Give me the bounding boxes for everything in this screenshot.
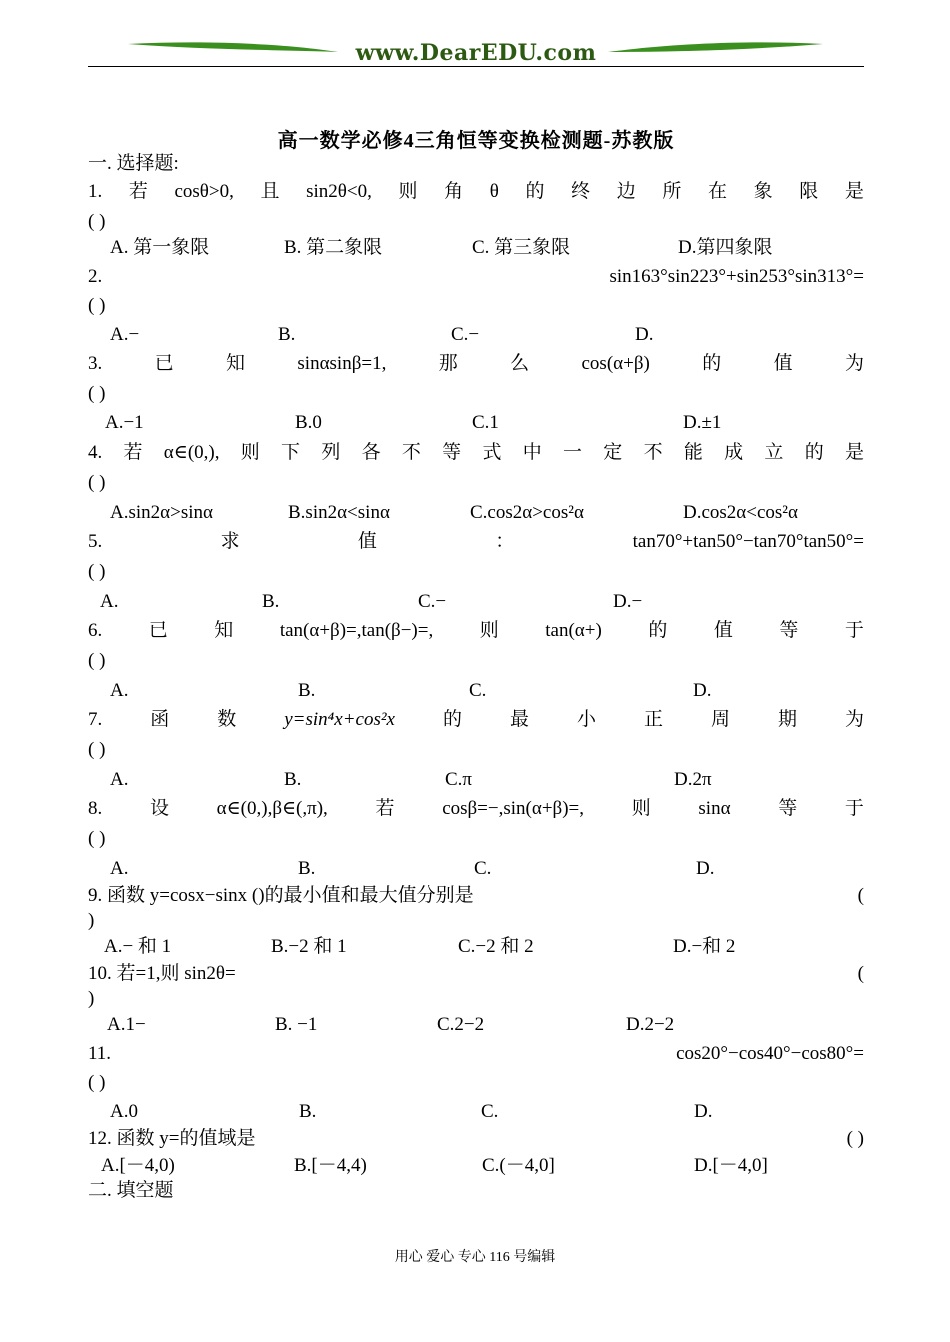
- question-number: 7.: [88, 709, 103, 730]
- option-c: C.1: [472, 412, 499, 433]
- question-number: 11.: [88, 1043, 112, 1064]
- answer-paren-close: ): [88, 910, 95, 931]
- question-number: 1.: [88, 181, 103, 202]
- option-a: A.: [100, 591, 119, 612]
- option-a: A.0: [110, 1101, 138, 1122]
- option-a: A. 第一象限: [110, 237, 210, 258]
- option-a: A.: [110, 680, 129, 701]
- page-footer: 用心 爱心 专心 116 号编辑: [394, 1250, 556, 1265]
- page-title: 高一数学必修4三角恒等变换检测题-苏教版: [277, 130, 675, 152]
- option-b: B.: [278, 324, 296, 345]
- answer-paren: ( ): [88, 211, 106, 232]
- answer-paren: ( ): [88, 828, 106, 849]
- option-c: C.: [474, 858, 492, 879]
- site-header-banner: [88, 30, 864, 70]
- question-11: [88, 1041, 864, 1067]
- option-a: A.− 和 1: [104, 936, 172, 957]
- option-b: B.: [262, 591, 280, 612]
- question-5: 5. 求 值 ： tan70°+tan50°−tan70°tan50°=: [88, 529, 864, 555]
- option-c: C.: [469, 680, 487, 701]
- answer-paren-close: ): [88, 988, 95, 1009]
- site-logo-text[interactable]: www.DearEDU.com: [355, 40, 597, 66]
- option-a: A.−1: [105, 412, 144, 433]
- option-d: D.−和 2: [673, 936, 736, 957]
- option-b: B.: [298, 858, 316, 879]
- option-d: D.2π: [674, 769, 712, 790]
- answer-paren: ( ): [88, 561, 106, 582]
- option-d: D.±1: [683, 412, 722, 433]
- option-b: B.: [298, 680, 316, 701]
- question-4: 4. 若 α∈(0,), 则 下 列 各 不 等 式 中 一 定 不 能 成 立 的 是: [88, 440, 864, 466]
- question-12: 12. 函数 y=的值域是: [88, 1128, 256, 1149]
- section-fill-heading: 二. 填空题: [88, 1180, 174, 1201]
- option-c: C.cos2α>cos²α: [470, 502, 584, 523]
- option-b: B. 第二象限: [284, 237, 383, 258]
- option-c: C.−: [451, 324, 480, 345]
- answer-paren: ( ): [88, 295, 106, 316]
- option-c: C.π: [445, 769, 473, 790]
- question-number: 3.: [88, 353, 103, 374]
- answer-paren: ( ): [88, 1072, 106, 1093]
- question-expression: tan70°+tan50°−tan70°tan50°=: [632, 531, 864, 552]
- answer-paren: ( ): [88, 739, 106, 760]
- question-2: [88, 264, 864, 290]
- option-a: A.−: [110, 324, 140, 345]
- option-b: B. −1: [275, 1014, 318, 1035]
- question-1: 1. 若 cosθ>0, 且 sin2θ<0, 则 角 θ 的 终 边 所 在 象 限 是: [88, 179, 864, 205]
- option-a: A.sin2α>sinα: [110, 502, 213, 523]
- option-b: B.sin2α<sinα: [288, 502, 390, 523]
- option-d: D.第四象限: [678, 237, 773, 258]
- question-8: 8. 设 α∈(0,),β∈(,π), 若 cosβ=−,sin(α+β)=, 则 sinα 等 于: [88, 796, 864, 822]
- option-d: D.: [635, 324, 654, 345]
- option-c: C.2−2: [437, 1014, 485, 1035]
- question-expression: cos20°−cos40°−cos80°=: [676, 1043, 864, 1064]
- answer-paren: ( ): [88, 383, 106, 404]
- option-c: C.: [481, 1101, 499, 1122]
- option-d: D.cos2α<cos²α: [683, 502, 798, 523]
- answer-paren: ( ): [88, 650, 106, 671]
- answer-paren-open: (: [857, 963, 864, 984]
- question-10: 10. 若=1,则 sin2θ=: [88, 963, 236, 984]
- option-c: C.−2 和 2: [458, 936, 534, 957]
- question-6: 6. 已 知 tan(α+β)=,tan(β−)=, 则 tan(α+) 的 值 等 于: [88, 618, 864, 644]
- option-c: C.−: [418, 591, 447, 612]
- answer-paren: ( ): [88, 472, 106, 493]
- question-expression: sin163°sin223°+sin253°sin313°=: [609, 266, 864, 287]
- option-a: A.: [110, 769, 129, 790]
- question-number: 8.: [88, 798, 103, 819]
- section-choice-heading: 一. 选择题:: [88, 153, 179, 174]
- answer-paren-open: (: [857, 885, 864, 906]
- question-9: 9. 函数 y=cosx−sinx ()的最小值和最大值分别是: [88, 885, 474, 906]
- option-d: D.: [696, 858, 715, 879]
- option-d: D.[－4,0]: [694, 1155, 768, 1176]
- option-a: A.[－4,0): [101, 1155, 175, 1176]
- option-b: B.0: [295, 412, 322, 433]
- option-d: D.: [694, 1101, 713, 1122]
- option-c: C.(－4,0]: [482, 1155, 555, 1176]
- option-d: D.2−2: [626, 1014, 675, 1035]
- option-c: C. 第三象限: [472, 237, 571, 258]
- question-3: 3. 已 知 sinαsinβ=1, 那 么 cos(α+β) 的 值 为: [88, 351, 864, 377]
- question-7: 7. 函 数 y=sin⁴x+cos²x 的 最 小 正 周 期 为: [88, 707, 864, 733]
- option-d: D.: [693, 680, 712, 701]
- option-d: D.−: [613, 591, 643, 612]
- option-b: B.−2 和 1: [271, 936, 347, 957]
- header-rule: [88, 66, 864, 67]
- answer-paren: ( ): [846, 1128, 864, 1149]
- question-number: 4.: [88, 442, 103, 463]
- option-a: A.1−: [107, 1014, 146, 1035]
- option-b: B.: [299, 1101, 317, 1122]
- option-a: A.: [110, 858, 129, 879]
- option-b: B.: [284, 769, 302, 790]
- question-number: 5.: [88, 531, 103, 552]
- question-number: 6.: [88, 620, 103, 641]
- option-b: B.[－4,4): [294, 1155, 367, 1176]
- question-number: 2.: [88, 266, 103, 287]
